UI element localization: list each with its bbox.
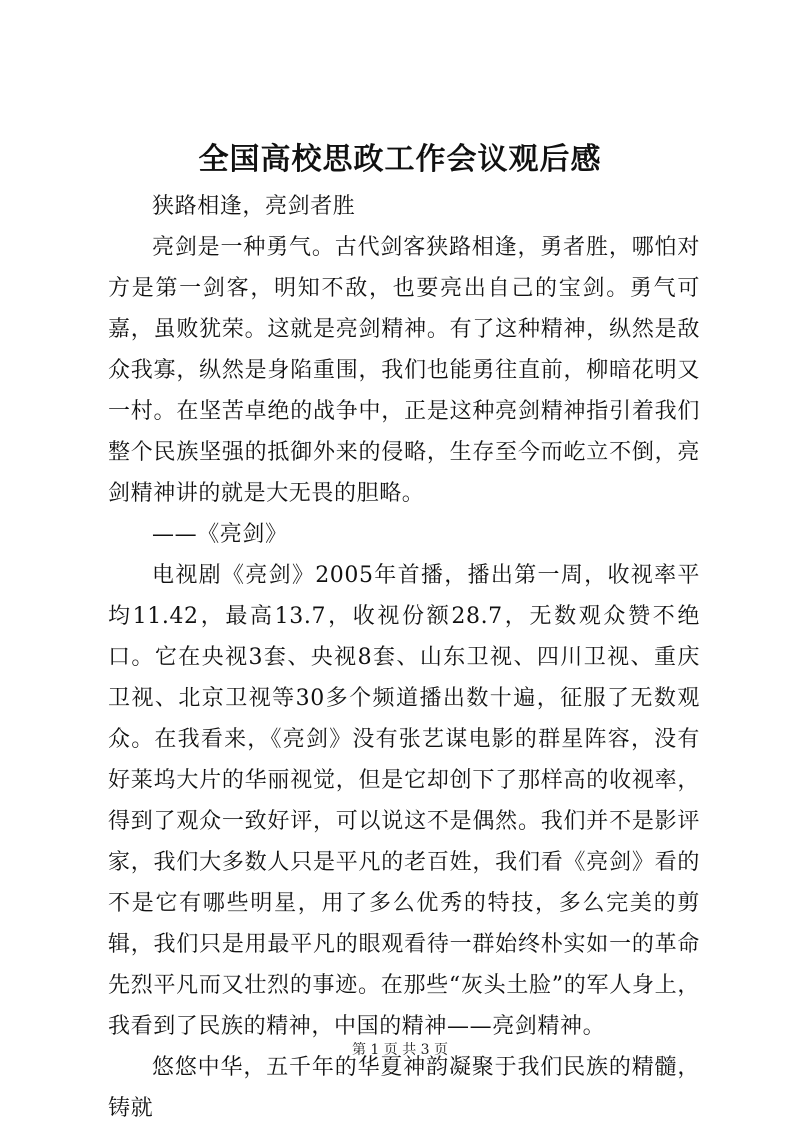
page-number-footer: 第 1 页 共 3 页 <box>351 1042 449 1058</box>
body-paragraph: 电视剧《亮剑》2005年首播，播出第一周，收视率平均11.42，最高13.7，收视份额28.7，无数观众赞不绝口。它在央视3套、央视8套、山东卫视、四川卫视、重庆卫视、北京卫视等30多个频道播出数十遍，征服了无数观众。在我看来，《亮剑》没有张艺谋电影的群星阵容，没有好莱坞大片的华丽视觉，但是它却创下了那样高的收视率，得到了观众一致好评，可以说这不是偶然。我们并不是影评家，我们大多数人只是平凡的老百姓，我们看《亮剑》看的不是它有哪些明星，用了多么优秀的特技，多么完美的剪辑，我们只是用最平凡的眼观看待一群始终朴实如一的革命先烈平凡而又壮烈的事迹。在那些“灰头土脸”的军人身上，我看到了民族的精神，中国的精神——亮剑精神。 <box>108 563 700 1039</box>
subtitle-paragraph: 狭路相逢，亮剑者胜 <box>152 194 356 219</box>
document-body <box>108 186 700 1129</box>
document-title: 全国高校思政工作会议观后感 <box>198 142 602 177</box>
body-paragraph: 悠悠中华，五千年的华夏神韵凝聚于我们民族的精髓，铸就 <box>108 1055 700 1121</box>
body-paragraph: 亮剑是一种勇气。古代剑客狭路相逢，勇者胜，哪怕对方是第一剑客，明知不敌，也要亮出自己的宝剑。勇气可嘉，虽败犹荣。这就是亮剑精神。有了这种精神，纵然是敌众我寡，纵然是身陷重围，我们也能勇往直前，柳暗花明又一村。在坚苦卓绝的战争中，正是这种亮剑精神指引着我们整个民族坚强的抵御外来的侵略，生存至今而屹立不倒，亮剑精神讲的就是大无畏的胆略。 <box>108 235 700 506</box>
quote-attribution: ——《亮剑》 <box>152 522 288 547</box>
